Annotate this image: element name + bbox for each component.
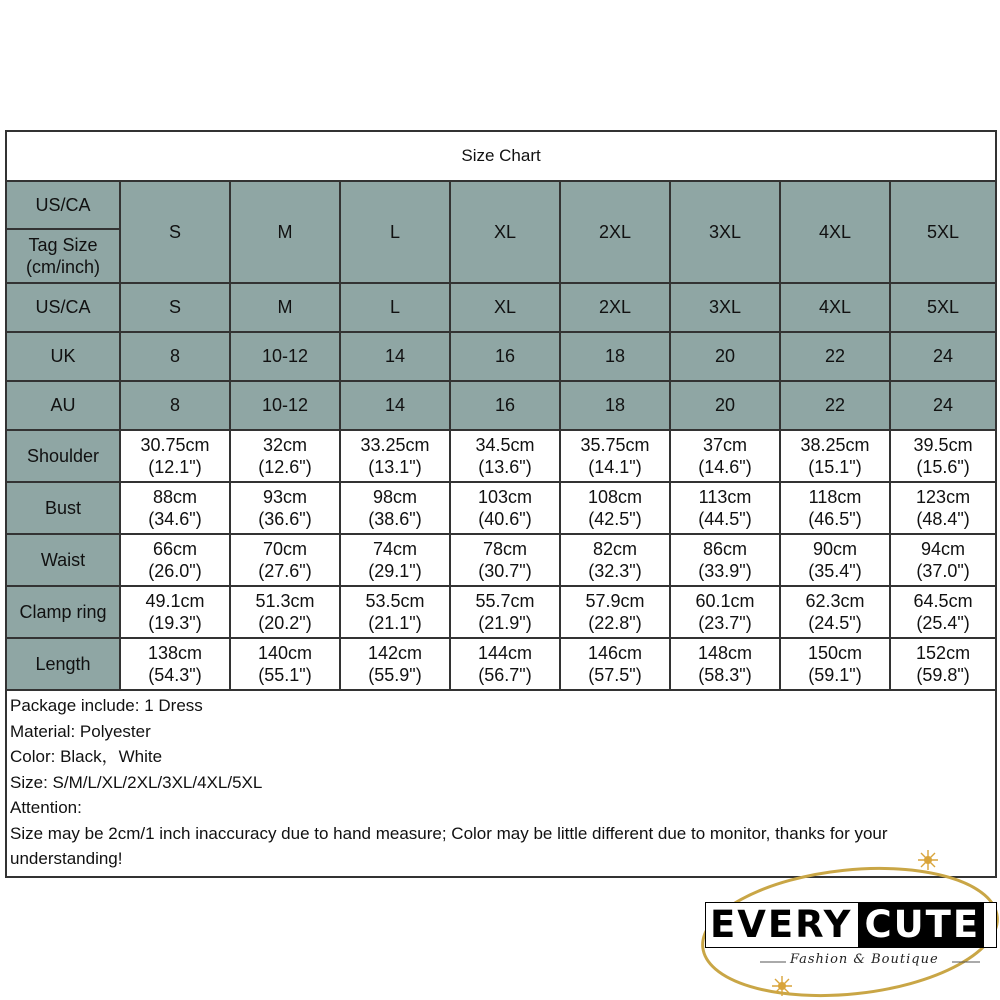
size-chart-title: Size Chart: [6, 131, 996, 181]
size-header-cell: 2XL: [560, 181, 670, 283]
measurement-cell: [780, 586, 890, 638]
measurement-row: [6, 586, 996, 638]
measurement-cell: [230, 586, 340, 638]
inch-value: (14.6"): [698, 457, 752, 477]
cm-value: 86cm: [702, 538, 747, 559]
measurement-label: Bust: [6, 482, 120, 534]
logo-wordmark: [705, 902, 997, 948]
logo-tagline: Fashion & Boutique: [790, 952, 939, 967]
row-label: US/CA: [6, 283, 120, 332]
size-value-cell: 16: [450, 332, 560, 381]
measurement-row: [6, 430, 996, 482]
size-row: [6, 381, 996, 430]
measurement-cell: [230, 638, 340, 690]
size-value-cell: 18: [560, 381, 670, 430]
cm-value: 140cm: [257, 642, 313, 663]
measurement-cell: [340, 430, 450, 482]
inch-value: (13.6"): [478, 457, 532, 477]
inch-value: (30.7"): [478, 561, 532, 581]
measurement-cell: [560, 534, 670, 586]
inch-value: (34.6"): [148, 509, 202, 529]
measurement-cell: [120, 534, 230, 586]
inch-value: (21.1"): [368, 613, 422, 633]
measurement-cell: [120, 638, 230, 690]
measurement-label: Waist: [6, 534, 120, 586]
measurement-cell: [120, 430, 230, 482]
cm-value: 138cm: [147, 642, 203, 663]
measurement-cell: [340, 534, 450, 586]
size-header-cell: S: [120, 181, 230, 283]
inch-value: (33.9"): [698, 561, 752, 581]
row-label: AU: [6, 381, 120, 430]
measurement-cell: [780, 430, 890, 482]
measurement-cell: [890, 638, 996, 690]
inch-value: (26.0"): [148, 561, 202, 581]
size-value-cell: 2XL: [560, 283, 670, 332]
measurement-cell: [230, 430, 340, 482]
inch-value: (27.6"): [258, 561, 312, 581]
size-value-cell: 8: [120, 332, 230, 381]
inch-value: (15.1"): [808, 457, 862, 477]
note-line: Package include: 1 Dress: [10, 696, 203, 715]
cm-value: 55.7cm: [475, 590, 535, 611]
cm-value: 30.75cm: [140, 434, 210, 455]
note-line: Size may be 2cm/1 inch inaccuracy due to hand measure; Color may be little different due to monitor, thanks for your understanding!: [10, 823, 888, 868]
measurement-cell: [560, 638, 670, 690]
header-tag-size-label: Tag Size (cm/inch): [25, 234, 100, 277]
logo-star-bottom-icon: [772, 976, 792, 996]
cm-value: 88cm: [152, 486, 197, 507]
cm-value: 152cm: [916, 642, 971, 663]
inch-value: (44.5"): [698, 509, 752, 529]
cm-value: 38.25cm: [800, 434, 870, 455]
measurement-cell: [780, 638, 890, 690]
measurement-cell: [890, 586, 996, 638]
cm-value: 33.25cm: [360, 434, 430, 455]
cm-value: 66cm: [152, 538, 197, 559]
size-value-cell: 14: [340, 381, 450, 430]
size-value-cell: 4XL: [780, 283, 890, 332]
cm-value: 93cm: [262, 486, 307, 507]
inch-value: (42.5"): [588, 509, 642, 529]
inch-value: (12.1"): [148, 457, 202, 477]
inch-value: (54.3"): [148, 665, 202, 685]
cm-value: 57.9cm: [585, 590, 645, 611]
inch-value: (58.3"): [698, 665, 752, 685]
size-header-cell: M: [230, 181, 340, 283]
inch-value: (46.5"): [808, 509, 862, 529]
inch-value: (32.3"): [588, 561, 642, 581]
cm-value: 32cm: [262, 434, 307, 455]
size-value-cell: L: [340, 283, 450, 332]
measurement-cell: [670, 586, 780, 638]
measurement-cell: [230, 482, 340, 534]
inch-value: (20.2"): [258, 613, 312, 633]
size-value-cell: 10-12: [230, 381, 340, 430]
measurement-cell: [890, 482, 996, 534]
inch-value: (57.5"): [588, 665, 642, 685]
cm-value: 103cm: [477, 486, 533, 507]
inch-value: (37.0"): [916, 561, 970, 581]
size-chart-table: [5, 130, 997, 878]
size-value-cell: 10-12: [230, 332, 340, 381]
logo-word-every: EVERY: [706, 903, 858, 947]
size-value-cell: 24: [890, 381, 996, 430]
cm-value: 53.5cm: [365, 590, 425, 611]
size-value-cell: 14: [340, 332, 450, 381]
inch-value: (36.6"): [258, 509, 312, 529]
size-value-cell: XL: [450, 283, 560, 332]
cm-value: 146cm: [587, 642, 643, 663]
measurement-cell: [780, 534, 890, 586]
size-row: [6, 283, 996, 332]
size-value-cell: 20: [670, 332, 780, 381]
header-us-ca-label: US/CA: [7, 182, 119, 230]
cm-value: 39.5cm: [913, 434, 973, 455]
size-header-cell: 4XL: [780, 181, 890, 283]
inch-value: (55.1"): [258, 665, 312, 685]
size-value-cell: 20: [670, 381, 780, 430]
measurement-label: Clamp ring: [6, 586, 120, 638]
inch-value: (21.9"): [478, 613, 532, 633]
cm-value: 35.75cm: [580, 434, 650, 455]
inch-value: (38.6"): [368, 509, 422, 529]
cm-value: 113cm: [698, 486, 752, 507]
logo-word-cute: CUTE: [858, 903, 984, 947]
cm-value: 60.1cm: [695, 590, 755, 611]
size-value-cell: S: [120, 283, 230, 332]
inch-value: (25.4"): [916, 613, 970, 633]
size-value-cell: 3XL: [670, 283, 780, 332]
measurement-cell: [230, 534, 340, 586]
inch-value: (59.8"): [916, 665, 970, 685]
cm-value: 34.5cm: [475, 434, 535, 455]
measurement-cell: [340, 586, 450, 638]
measurement-cell: [120, 586, 230, 638]
tag-size-header-cell: [6, 181, 120, 283]
size-value-cell: 22: [780, 332, 890, 381]
size-value-cell: 5XL: [890, 283, 996, 332]
measurement-cell: [670, 430, 780, 482]
cm-value: 142cm: [367, 642, 423, 663]
measurement-cell: [670, 638, 780, 690]
note-line: Color: Black，White: [10, 747, 163, 766]
inch-value: (48.4"): [916, 509, 970, 529]
measurement-cell: [670, 482, 780, 534]
note-line: Size: S/M/L/XL/2XL/3XL/4XL/5XL: [10, 772, 263, 792]
measurement-cell: [450, 430, 560, 482]
cm-value: 82cm: [592, 538, 637, 559]
inch-value: (12.6"): [258, 457, 312, 477]
size-value-cell: 24: [890, 332, 996, 381]
cm-value: 49.1cm: [145, 590, 205, 611]
size-header-cell: 3XL: [670, 181, 780, 283]
inch-value: (15.6"): [916, 457, 970, 477]
cm-value: 108cm: [587, 486, 643, 507]
note-line: Material: Polyester: [10, 721, 151, 741]
measurement-cell: [450, 534, 560, 586]
logo-star-top-icon: [918, 850, 938, 870]
cm-value: 64.5cm: [913, 590, 973, 611]
measurement-cell: [560, 430, 670, 482]
note-line: Attention:: [10, 798, 82, 817]
row-label: UK: [6, 332, 120, 381]
inch-value: (40.6"): [478, 509, 532, 529]
size-row: [6, 332, 996, 381]
size-value-cell: 8: [120, 381, 230, 430]
cm-value: 37cm: [702, 434, 747, 455]
cm-value: 94cm: [921, 538, 966, 559]
size-header-cell: XL: [450, 181, 560, 283]
measurement-cell: [890, 534, 996, 586]
measurement-cell: [670, 534, 780, 586]
measurement-cell: [560, 586, 670, 638]
cm-value: 70cm: [262, 538, 307, 559]
cm-value: 98cm: [372, 486, 417, 507]
measurement-cell: [120, 482, 230, 534]
measurement-label: Length: [6, 638, 120, 690]
cm-value: 148cm: [697, 642, 753, 663]
inch-value: (22.8"): [588, 613, 642, 633]
inch-value: (23.7"): [698, 613, 752, 633]
inch-value: (59.1"): [808, 665, 862, 685]
inch-value: (13.1"): [368, 457, 422, 477]
cm-value: 74cm: [372, 538, 417, 559]
inch-value: (55.9"): [368, 665, 422, 685]
inch-value: (24.5"): [808, 613, 862, 633]
size-header-cell: 5XL: [890, 181, 996, 283]
measurement-cell: [780, 482, 890, 534]
cm-value: 90cm: [812, 538, 857, 559]
inch-value: (29.1"): [368, 561, 422, 581]
measurement-cell: [450, 482, 560, 534]
cm-value: 62.3cm: [805, 590, 865, 611]
cm-value: 144cm: [477, 642, 533, 663]
measurement-cell: [450, 638, 560, 690]
cm-value: 123cm: [916, 486, 971, 507]
measurement-cell: [560, 482, 670, 534]
size-value-cell: 16: [450, 381, 560, 430]
size-value-cell: M: [230, 283, 340, 332]
measurement-label: Shoulder: [6, 430, 120, 482]
inch-value: (35.4"): [808, 561, 862, 581]
inch-value: (14.1"): [588, 457, 642, 477]
cm-value: 150cm: [807, 642, 863, 663]
cm-value: 118cm: [808, 486, 862, 507]
cm-value: 78cm: [482, 538, 527, 559]
inch-value: (19.3"): [148, 613, 202, 633]
measurement-cell: [450, 586, 560, 638]
measurement-row: [6, 482, 996, 534]
measurement-cell: [340, 638, 450, 690]
inch-value: (56.7"): [478, 665, 532, 685]
measurement-cell: [340, 482, 450, 534]
size-value-cell: 18: [560, 332, 670, 381]
cm-value: 51.3cm: [255, 590, 315, 611]
size-header-cell: L: [340, 181, 450, 283]
measurement-cell: [890, 430, 996, 482]
measurement-row: [6, 534, 996, 586]
measurement-row: [6, 638, 996, 690]
size-value-cell: 22: [780, 381, 890, 430]
